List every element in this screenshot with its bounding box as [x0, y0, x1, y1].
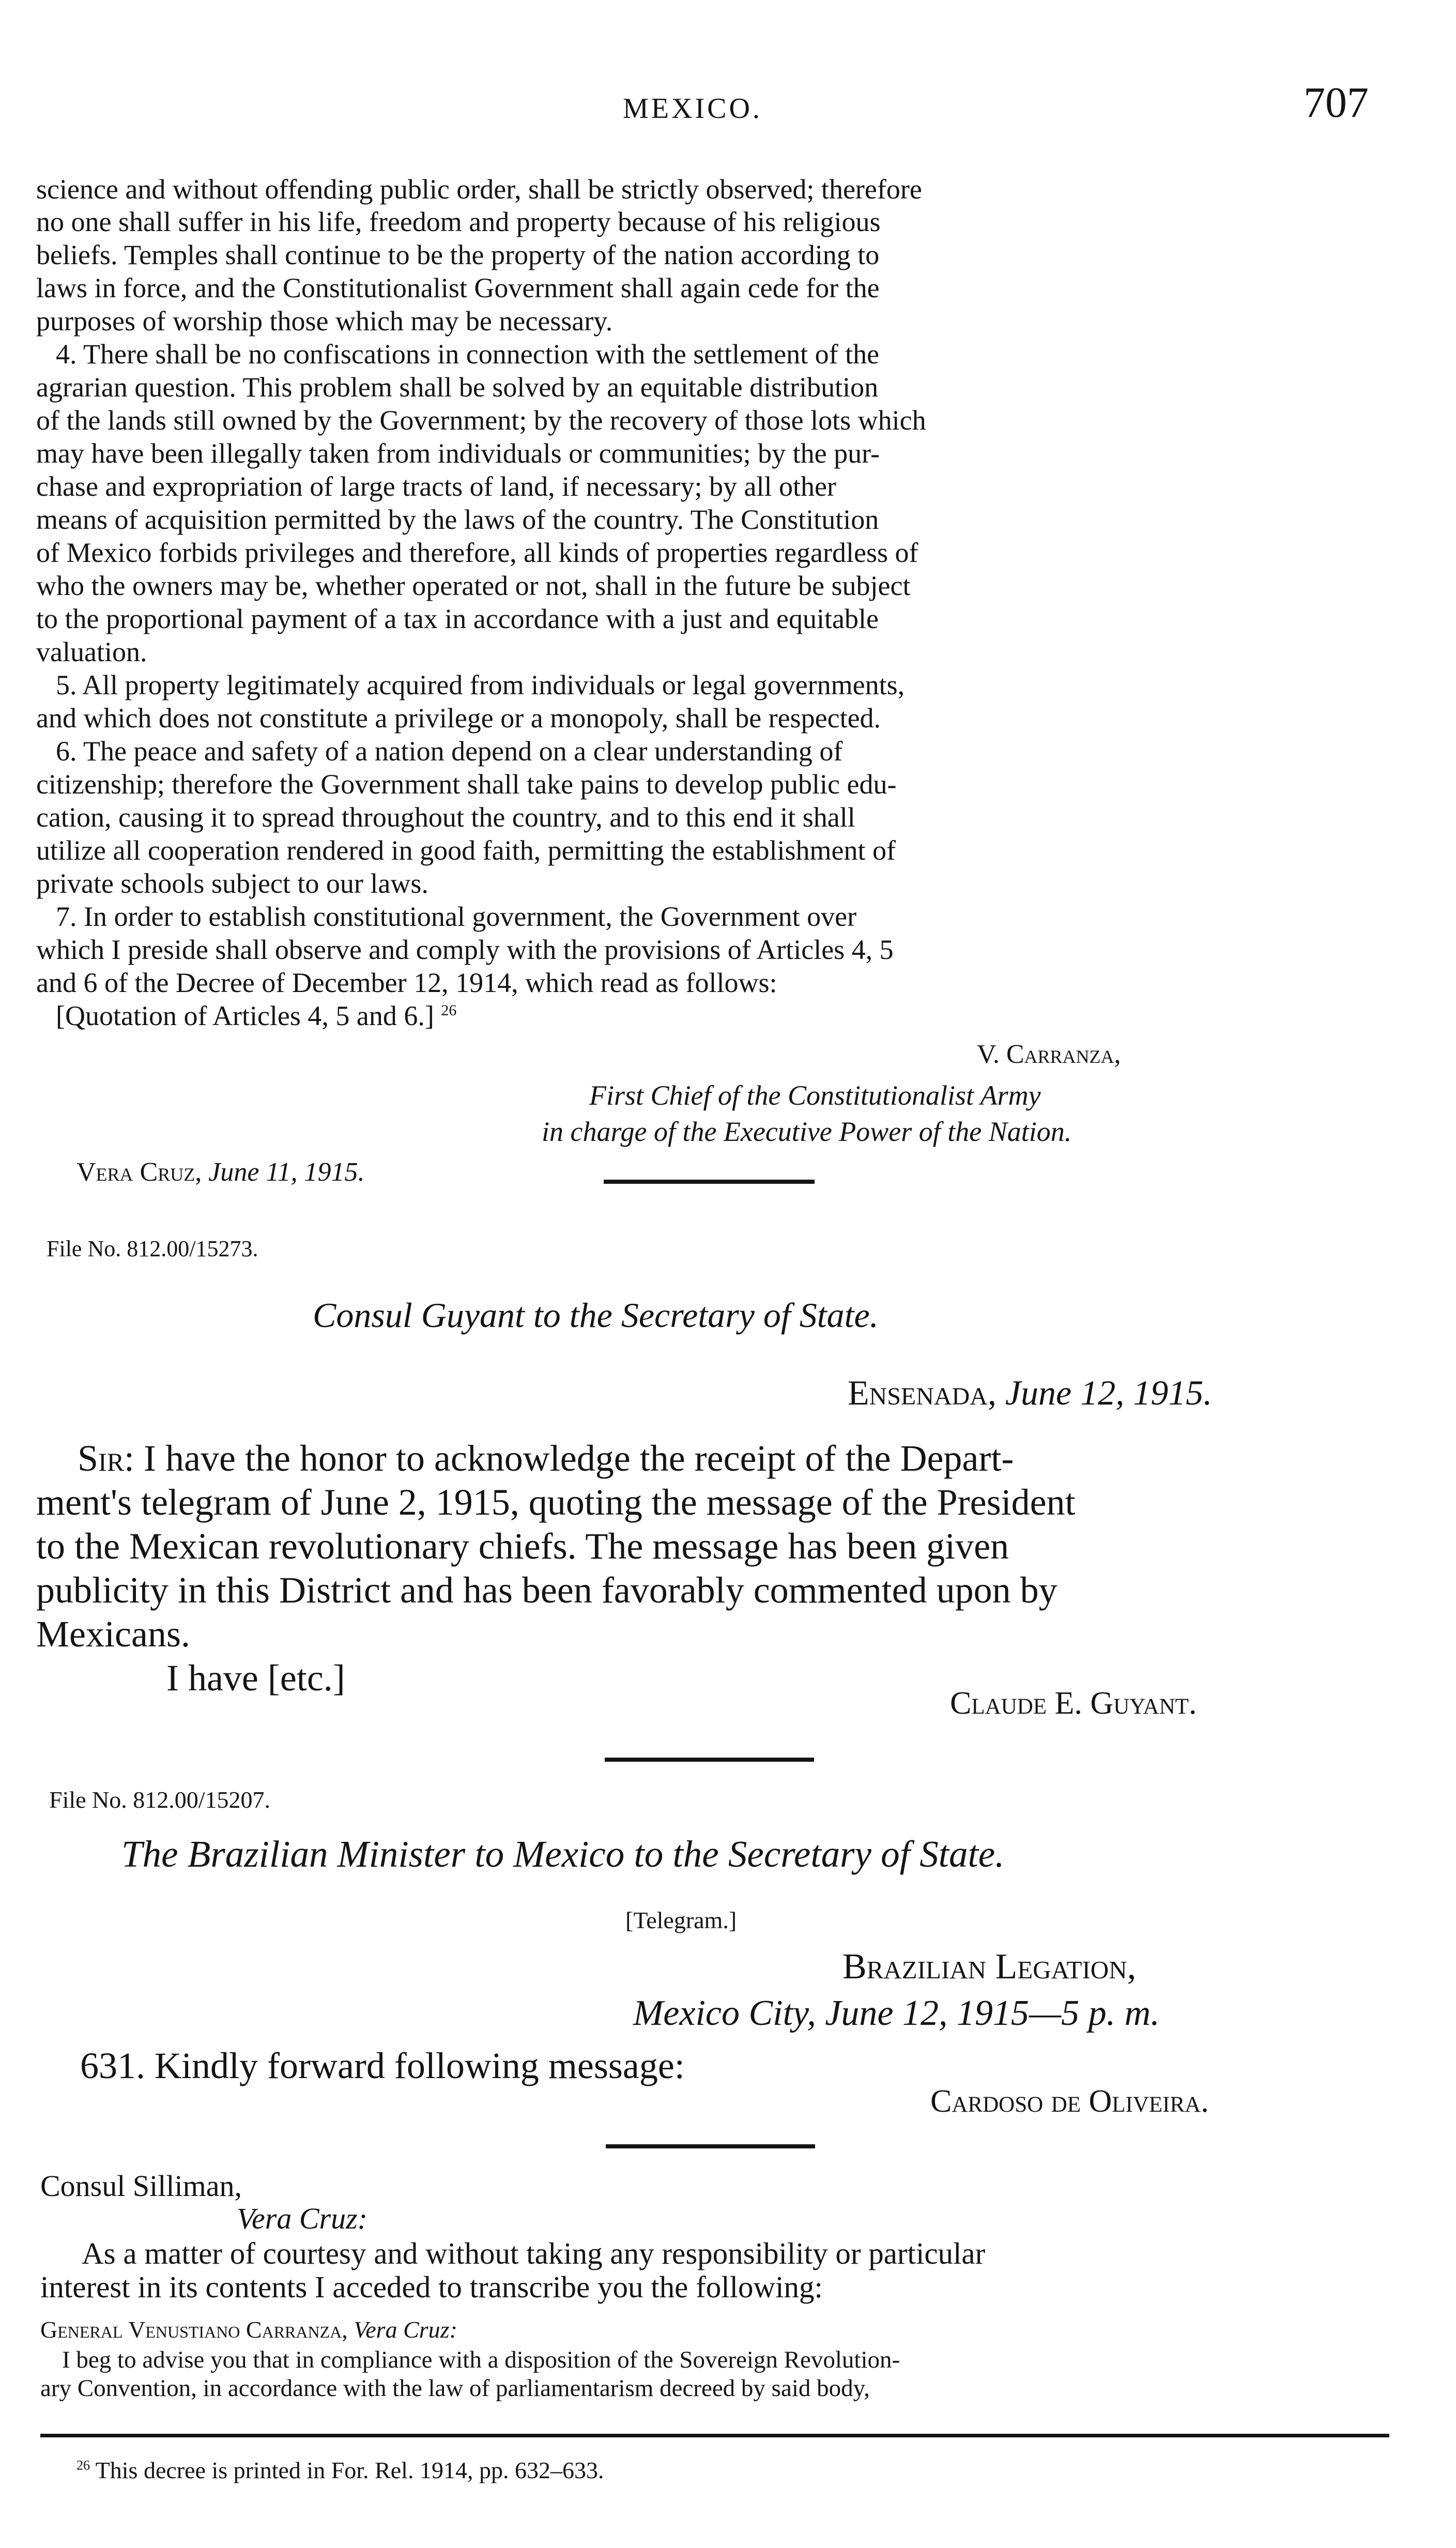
body-line: no one shall suffer in his life, freedom and property because of his religious [36, 206, 881, 237]
body-line: who the owners may be, whether operated or not, shall in the future be subject [36, 570, 911, 601]
quotation: [Quotation of Articles 4, 5 and 6.] $^{26}$ [56, 1000, 457, 1031]
signature-carranza: V. Carranza, [977, 1040, 1121, 1069]
footnote-text: This decree is printed in For. Rel. 1914, pp. 632–633. [95, 2457, 604, 2483]
document-heading: The Brazilian Minister to Mexico to the Secretary of State. [121, 1833, 1005, 1875]
dateline [76, 1157, 365, 1187]
body-line: citizenship; therefore the Government shall take pains to develop public edu- [36, 769, 897, 800]
body-line: and which does not constitute a privilege or a monopoly, shall be respected. [36, 703, 881, 734]
letter-line: ment's telegram of June 2, 1915, quoting the message of the President [36, 1482, 1076, 1523]
closing: I have [etc.] [166, 1657, 345, 1699]
body-line: laws in force, and the Constitutionalist Government shall again cede for the [36, 272, 880, 303]
section-divider [604, 1180, 815, 1184]
body-line: to the proportional payment of a tax in accordance with a just and equitable [36, 603, 879, 634]
file-number: File No. 812.00/15273. [47, 1236, 258, 1261]
footnote-ref: 26 [441, 1002, 457, 1019]
page-number: 707 [1304, 79, 1369, 127]
place-date: Mexico City, June 12, 1915—5 p. m. [633, 1993, 1160, 2033]
letter-line: interest in its contents I acceded to transcribe you the following: [40, 2270, 823, 2304]
inner-addressee: General Venustiano Carranza, Vera Cruz: [40, 2316, 457, 2343]
body-line: science and without offending public order, shall be strictly observed; therefore [36, 174, 922, 205]
body-line: beliefs. Temples shall continue to be the property of the nation according to [36, 239, 880, 270]
section-divider [606, 2144, 815, 2148]
body-line: agrarian question. This problem shall be solved by an equitable distribution [36, 372, 879, 403]
body-line: 5. All property legitimately acquired from individuals or legal governments, [56, 669, 905, 700]
letter-line: Mexicans. [36, 1613, 190, 1655]
dateline-place: Vera Cruz, [76, 1157, 202, 1187]
body-line: utilize all cooperation rendered in good faith, permitting the establishment of [36, 835, 896, 866]
signature-title-line-2: in charge of the Executive Power of the Nation. [542, 1116, 1072, 1147]
letter-line: to the Mexican revolutionary chiefs. The message has been given [36, 1525, 1009, 1567]
running-header-title: MEXICO. [623, 93, 762, 125]
signature-title-line-1: First Chief of the Constitutionalist Army [589, 1080, 1041, 1111]
body-line: purposes of worship those which may be necessary. [36, 306, 613, 337]
footnote-marker: 26 [76, 2458, 90, 2473]
document-heading: Consul Guyant to the Secretary of State. [313, 1295, 879, 1335]
letter-line: Sir: I have the honor to acknowledge the receipt of the Depart- [78, 1438, 1014, 1479]
telegram-label: [Telegram.] [625, 1907, 737, 1933]
body-line: cation, causing it to spread throughout the country, and to this end it shall [36, 802, 855, 833]
signature: Claude E. Guyant. [950, 1686, 1197, 1721]
addressee: Consul Silliman, [40, 2169, 242, 2203]
body-line: valuation. [36, 636, 147, 667]
body-line: 4. There shall be no confiscations in connection with the settlement of the [56, 339, 880, 370]
body-line: and 6 of the Decree of December 12, 1914, which read as follows: [36, 967, 777, 998]
footnote-rule [40, 2434, 1389, 2437]
body-line: chase and expropriation of large tracts of land, if necessary; by all other [36, 471, 836, 502]
telegram-message: 631. Kindly forward following message: [80, 2045, 685, 2086]
body-line: means of acquisition permitted by the laws of the country. The Constitution [36, 504, 879, 535]
body-line: private schools subject to our laws. [36, 868, 428, 899]
legation: Brazilian Legation, [842, 1947, 1137, 1987]
letter-line: publicity in this District and has been favorably commented upon by [36, 1569, 1057, 1611]
dateline [848, 1372, 1212, 1413]
dateline-place: Ensenada, [848, 1373, 997, 1412]
dateline-date: June 12, 1915. [1005, 1373, 1213, 1412]
body-line: of the lands still owned by the Government; by the recovery of those lots which [36, 405, 926, 436]
body-line: 6. The peace and safety of a nation depend on a clear understanding of [56, 736, 843, 767]
letter-line: As a matter of courtesy and without taking any responsibility or particular [82, 2236, 986, 2270]
footnote [76, 2457, 604, 2484]
body-line: which I preside shall observe and comply with the provisions of Articles 4, 5 [36, 934, 894, 965]
addressee-place: Vera Cruz: [237, 2202, 367, 2235]
letter-line: ary Convention, in accordance with the law of parliamentarism decreed by said body, [40, 2375, 870, 2402]
signature: Cardoso de Oliveira. [930, 2084, 1209, 2119]
dateline-date: June 11, 1915. [208, 1157, 365, 1187]
file-number: File No. 812.00/15207. [49, 1787, 271, 1813]
body-line: of Mexico forbids privileges and therefore, all kinds of properties regardless of [36, 537, 918, 568]
section-divider [605, 1758, 814, 1762]
body-line: may have been illegally taken from individuals or communities; by the pur- [36, 438, 880, 469]
salutation: Sir: [78, 1438, 135, 1479]
body-line: 7. In order to establish constitutional government, the Government over [56, 901, 857, 932]
letter-line: I beg to advise you that in compliance with a disposition of the Sovereign Revolution- [62, 2346, 900, 2373]
